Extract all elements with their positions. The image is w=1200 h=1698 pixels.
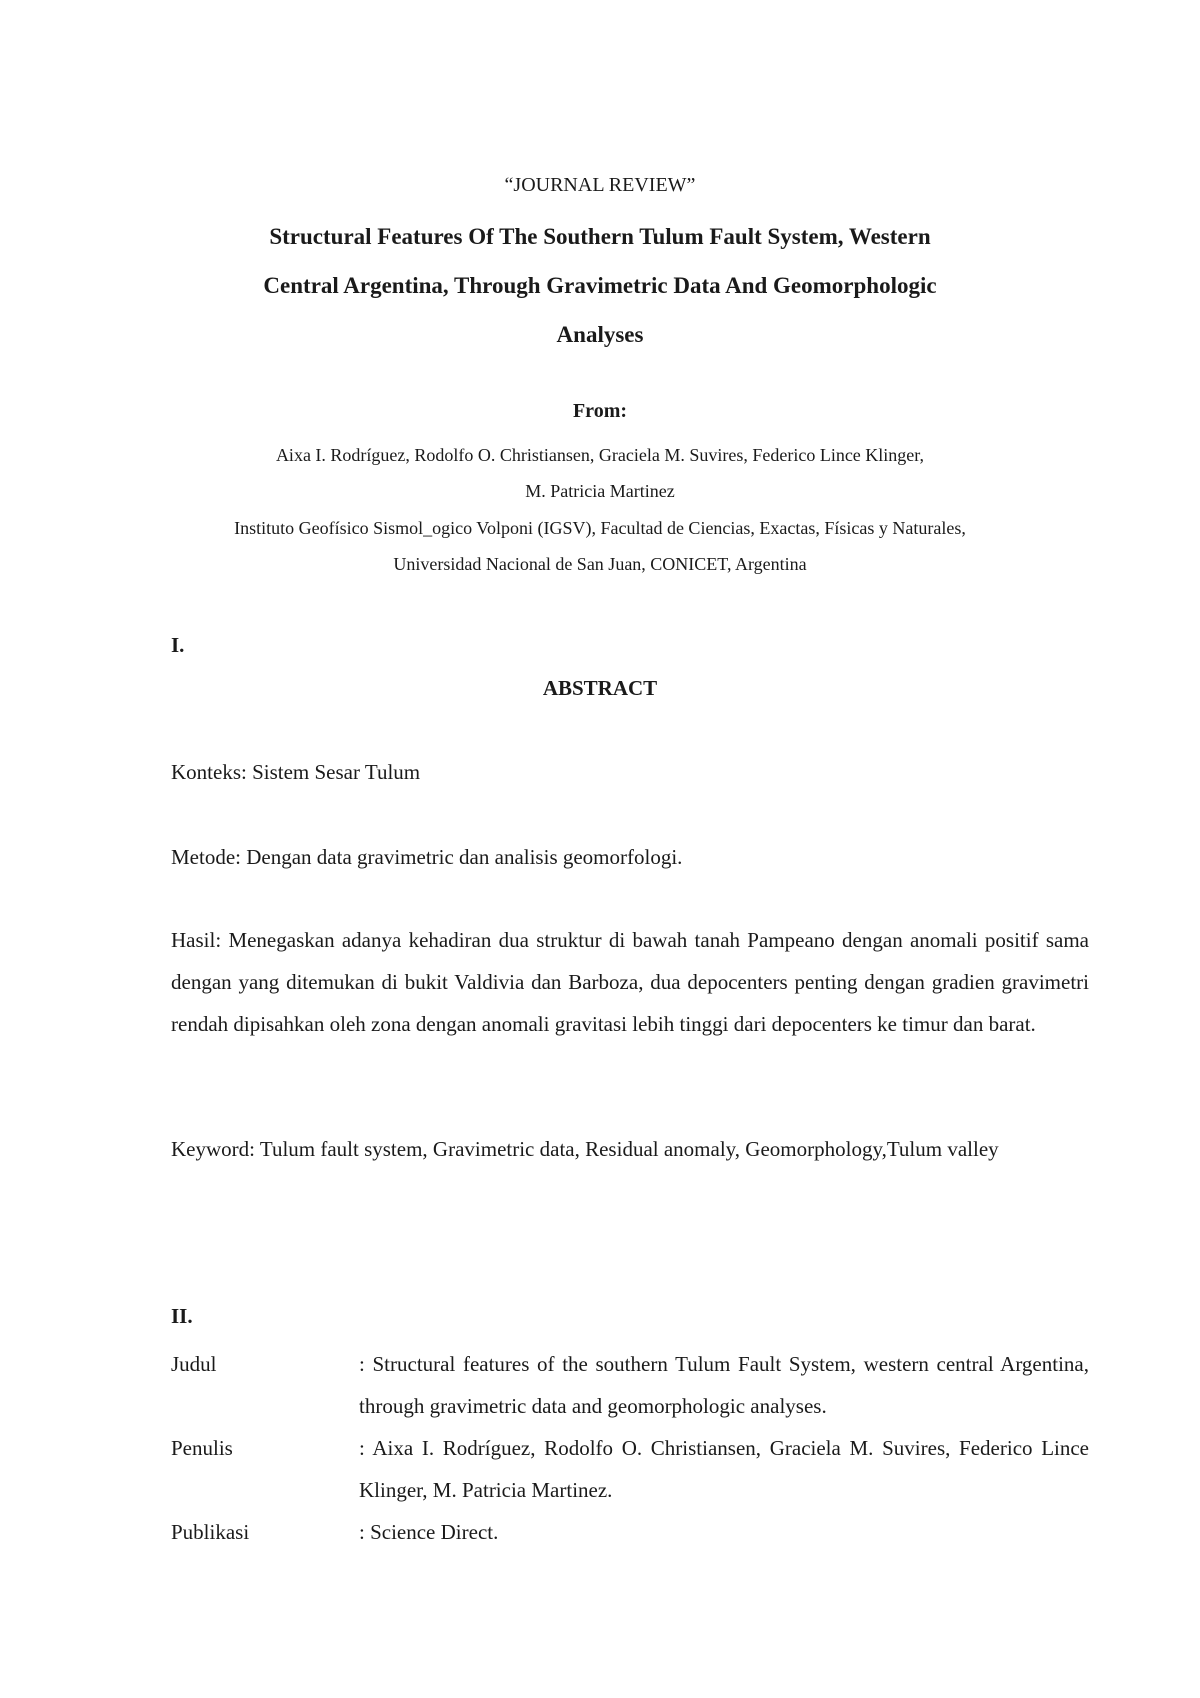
info-value: : Aixa I. Rodríguez, Rodolfo O. Christiansen, Graciela M. Suvires, Federico Lince Klinger, M. Patricia Martinez. [359,1436,1089,1502]
journal-review-label: “JOURNAL REVIEW” [504,174,696,196]
info-label: Penulis [171,1436,233,1460]
info-label: Judul [171,1352,217,1376]
title-line: Central Argentina, Through Gravimetric Data And Geomorphologic [263,273,937,298]
abstract-heading: ABSTRACT [542,676,658,700]
hasil-paragraph: Hasil: Menegaskan adanya kehadiran dua struktur di bawah tanah Pampeano dengan anomali positif sama dengan yang ditemukan di bukit Valdivia dan Barboza, dua depocenters penting dengan gradien gravimetri rendah dipisahkan oleh zona dengan anomali gravitasi lebih tinggi dari depocenters ke timur dan barat. [171,928,1089,1036]
section-number-1: I. [171,633,185,657]
metode-paragraph: Metode: Dengan data gravimetric dan analisis geomorfologi. [171,845,683,869]
keyword-paragraph: Keyword: Tulum fault system, Gravimetric data, Residual anomaly, Geomorphology,Tulum valley [171,1137,999,1161]
konteks-paragraph: Konteks: Sistem Sesar Tulum [171,760,421,784]
paper-title [0,212,1200,359]
title-line: Structural Features Of The Southern Tulum Fault System, Western [269,224,931,249]
affiliation-line: Universidad Nacional de San Juan, CONICET, Argentina [393,554,807,574]
section-number-2: II. [171,1304,193,1328]
title-line: Analyses [556,322,644,347]
authors-line: M. Patricia Martinez [525,481,675,501]
info-value: : Structural features of the southern Tulum Fault System, western central Argentina, through gravimetric data and geomorphologic analyses. [359,1352,1089,1418]
affiliation-line: Instituto Geofísico Sismol_ogico Volponi (IGSV), Facultad de Ciencias, Exactas, Físicas y Naturales, [234,518,966,538]
info-label: Publikasi [171,1520,250,1544]
from-label: From: [572,400,628,422]
authors-line: Aixa I. Rodríguez, Rodolfo O. Christiansen, Graciela M. Suvires, Federico Lince Klinger, [275,445,925,465]
info-value: : Science Direct. [359,1520,499,1544]
